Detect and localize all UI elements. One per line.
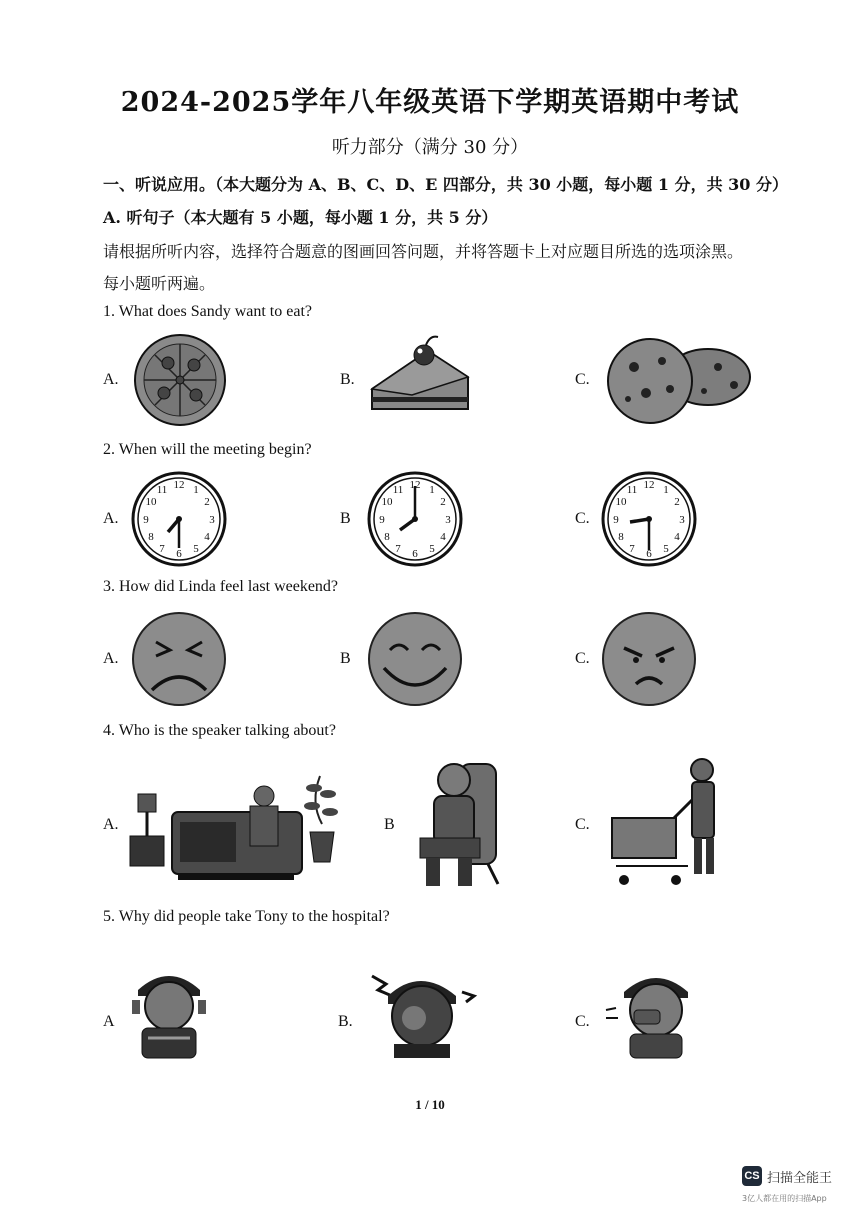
svg-text:4: 4 (204, 531, 210, 543)
angry-face-image (600, 610, 698, 708)
svg-text:3: 3 (679, 514, 685, 526)
sad-face-image (130, 610, 228, 708)
svg-text:8: 8 (618, 531, 624, 543)
q4-option-b-label: B (384, 816, 395, 833)
question-2: 2. When will the meeting begin? (103, 441, 312, 458)
question-4: 4. Who is the speaker talking about? (103, 722, 336, 739)
svg-text:2: 2 (674, 496, 680, 508)
svg-text:12: 12 (643, 479, 655, 491)
svg-text:12: 12 (173, 479, 185, 491)
instruction-line-1: 请根据所听内容，选择符合题意的图画回答问题，并将答题卡上对应题目所选的选项涂黑。 (103, 242, 744, 261)
svg-text:5: 5 (429, 543, 435, 555)
svg-text:9: 9 (143, 514, 149, 526)
svg-text:11: 11 (392, 484, 404, 496)
scanner-app-slogan: 3亿人都在用的扫描App (742, 1194, 827, 1203)
svg-text:9: 9 (613, 514, 619, 526)
q2-option-b-label: B (340, 510, 351, 527)
svg-text:4: 4 (440, 531, 446, 543)
boy-headache-image (366, 966, 482, 1060)
svg-text:11: 11 (156, 484, 168, 496)
svg-text:12: 12 (409, 479, 421, 491)
instruction-line-2: 每小题听两遍。 (103, 274, 216, 293)
svg-text:6: 6 (412, 548, 418, 560)
section-heading: 一、听说应用。（本大题分为 A、B、C、D、E 四部分，共 30 小题，每小题 1 分，共 30 分） (103, 175, 788, 194)
svg-text:8: 8 (148, 531, 154, 543)
clock-a-image (130, 470, 228, 568)
q4-option-c-label: C. (575, 816, 590, 833)
svg-text:9: 9 (379, 514, 385, 526)
svg-text:5: 5 (193, 543, 199, 555)
svg-text:8: 8 (384, 531, 390, 543)
cake-slice-image (368, 333, 472, 423)
question-5: 5. Why did people take Tony to the hospital? (103, 908, 390, 925)
q1-option-c-label: C. (575, 371, 590, 388)
shopping-cart-person-image (604, 756, 728, 890)
q3-option-a-label: A. (103, 650, 119, 667)
svg-text:4: 4 (674, 531, 680, 543)
svg-text:10: 10 (615, 496, 627, 508)
question-3: 3. How did Linda feel last weekend? (103, 578, 339, 595)
svg-text:2: 2 (440, 496, 446, 508)
svg-text:10: 10 (381, 496, 393, 508)
svg-text:7: 7 (159, 543, 165, 555)
svg-text:11: 11 (626, 484, 638, 496)
camscanner-logo-icon: CS (742, 1166, 762, 1186)
q3-option-c-label: C. (575, 650, 590, 667)
part-a-heading: A. 听句子（本大题有 5 小题，每小题 1 分，共 5 分） (103, 208, 498, 227)
q1-option-a-label: A. (103, 371, 119, 388)
living-room-person-image (128, 762, 338, 884)
q2-option-c-label: C. (575, 510, 590, 527)
boy-stomachache-image (124, 966, 214, 1060)
svg-text:5: 5 (663, 543, 669, 555)
clock-b-image (366, 470, 464, 568)
scanner-app-name: 扫描全能王 (767, 1171, 833, 1186)
svg-text:3: 3 (445, 514, 451, 526)
q5-option-a-label: A (103, 1013, 115, 1030)
q1-option-b-label: B. (340, 371, 355, 388)
svg-text:1: 1 (663, 484, 669, 496)
boy-cough-image (604, 966, 698, 1060)
svg-text:7: 7 (395, 543, 401, 555)
cookies-image (600, 333, 756, 427)
svg-text:6: 6 (646, 548, 652, 560)
pizza-image (128, 333, 232, 427)
happy-face-image (366, 610, 464, 708)
page-subtitle: 听力部分（满分 30 分） (331, 137, 529, 158)
svg-text:7: 7 (629, 543, 635, 555)
svg-text:1: 1 (429, 484, 435, 496)
svg-text:3: 3 (209, 514, 215, 526)
page-title: 2024-2025学年八年级英语下学期英语期中考试 (120, 87, 740, 118)
q4-option-a-label: A. (103, 816, 119, 833)
svg-text:10: 10 (145, 496, 157, 508)
svg-text:2: 2 (204, 496, 210, 508)
q2-option-a-label: A. (103, 510, 119, 527)
svg-text:6: 6 (176, 548, 182, 560)
q3-option-b-label: B (340, 650, 351, 667)
grandmother-in-chair-image (408, 754, 504, 890)
q5-option-c-label: C. (575, 1013, 590, 1030)
q5-option-b-label: B. (338, 1013, 353, 1030)
page-number: 1 / 10 (415, 1097, 445, 1112)
svg-text:1: 1 (193, 484, 199, 496)
question-1: 1. What does Sandy want to eat? (103, 303, 312, 320)
clock-c-image (600, 470, 698, 568)
